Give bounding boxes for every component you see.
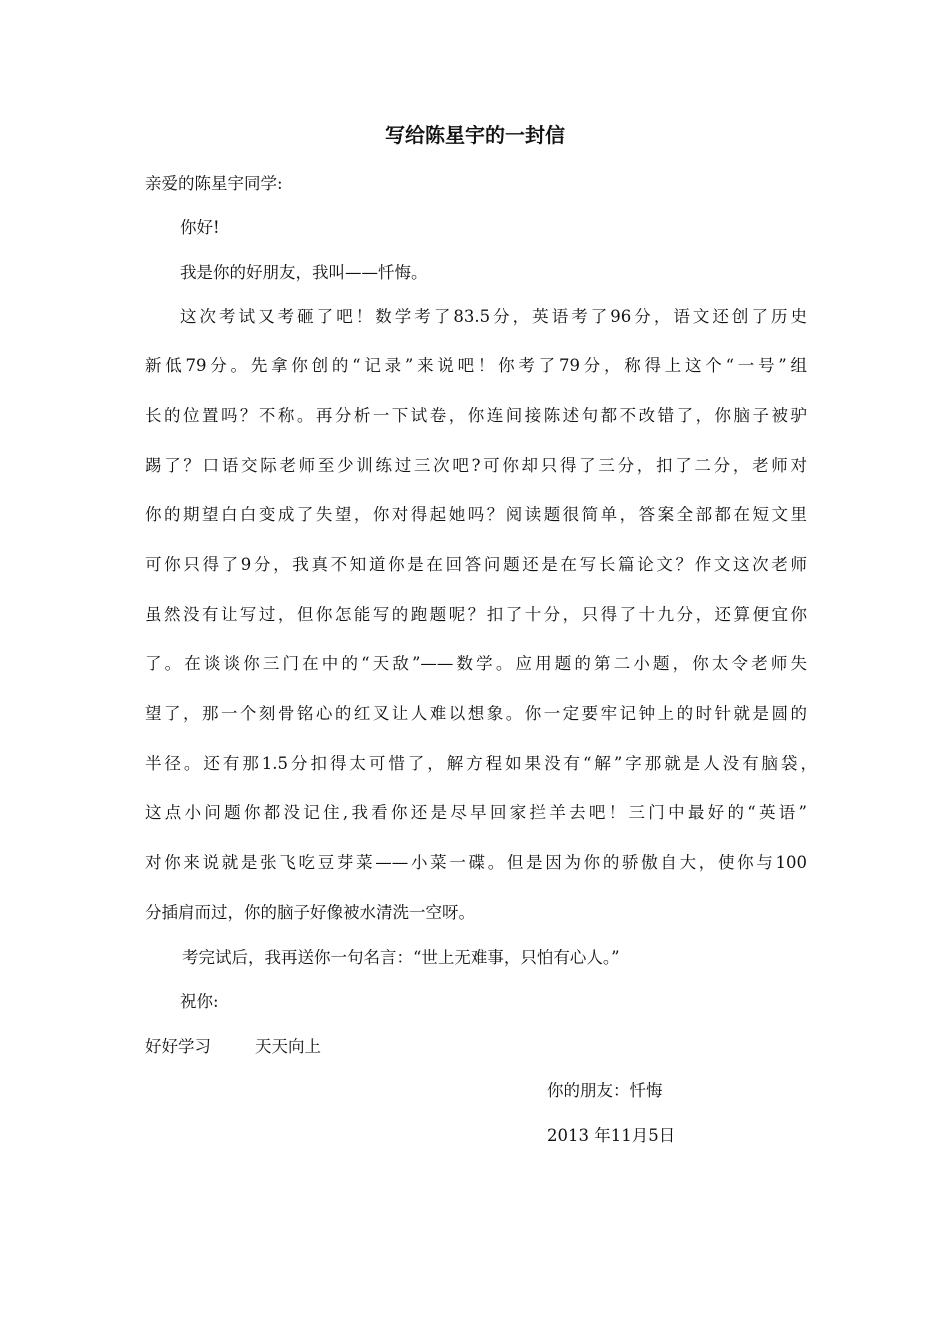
salutation: 亲爱的陈星宇同学: <box>145 174 283 193</box>
body-line-3: 长的位置吗？不称。再分析一下试卷，你连间接陈述句都不改错了，你脑子被驴 <box>145 406 807 425</box>
body-line-4: 踢了？口语交际老师至少训练过三次吧?可你却只得了三分，扣了二分，老师对 <box>145 456 807 475</box>
body-line-1: 这次考试又考砸了吧！数学考了83.5分，英语考了96分，语文还创了历史 <box>180 307 807 326</box>
body-line-13: 分插肩而过，你的脑子好像被水清洗一空呀。 <box>145 903 475 922</box>
quote-line: 考完试后，我再送你一句名言：“世上无难事，只怕有心人。” <box>182 948 620 967</box>
body-line-2: 新低79分。先拿你创的“记录”来说吧！你考了79分，称得上这个“一号”组 <box>145 356 807 375</box>
body-line-10: 半径。还有那1.5分扣得太可惜了，解方程如果没有“解”字那就是人没有脑袋， <box>145 754 817 773</box>
greeting: 你好! <box>180 218 220 237</box>
body-line-6: 可你只得了9分，我真不知道你是在回答问题还是在写长篇论文？作文这次老师 <box>145 555 807 574</box>
wish-study: 好好学习 <box>145 1037 211 1056</box>
body-line-8: 了。在谈谈你三门在中的“天敌”——数学。应用题的第二小题，你太令老师失 <box>145 654 807 673</box>
intro-line: 我是你的好朋友，我叫——忏悔。 <box>180 263 428 282</box>
closing: 祝你: <box>180 992 219 1011</box>
body-line-12: 对你来说就是张飞吃豆芽菜——小菜一碟。但是因为你的骄傲自大，使你与100 <box>145 853 807 872</box>
body-line-7: 虽然没有让写过，但你怎能写的跑题呢？扣了十分，只得了十九分，还算便宜你 <box>145 605 807 624</box>
body-line-11: 这点小问题你都没记住,我看你还是尽早回家拦羊去吧！三门中最好的“英语” <box>145 803 807 822</box>
body-line-9: 望了，那一个刻骨铭心的红叉让人难以想象。你一定要牢记钟上的时针就是圆的 <box>145 704 807 723</box>
wish-improve: 天天向上 <box>255 1037 321 1056</box>
wishes <box>145 1035 321 1059</box>
letter-date: 2013 年11月5日 <box>547 1126 676 1145</box>
letter-title: 写给陈星宇的一封信 <box>385 123 565 147</box>
body-line-5: 你的期望白白变成了失望，你对得起她吗？阅读题很简单，答案全部都在短文里 <box>145 505 807 524</box>
signature: 你的朋友：忏悔 <box>547 1081 663 1100</box>
